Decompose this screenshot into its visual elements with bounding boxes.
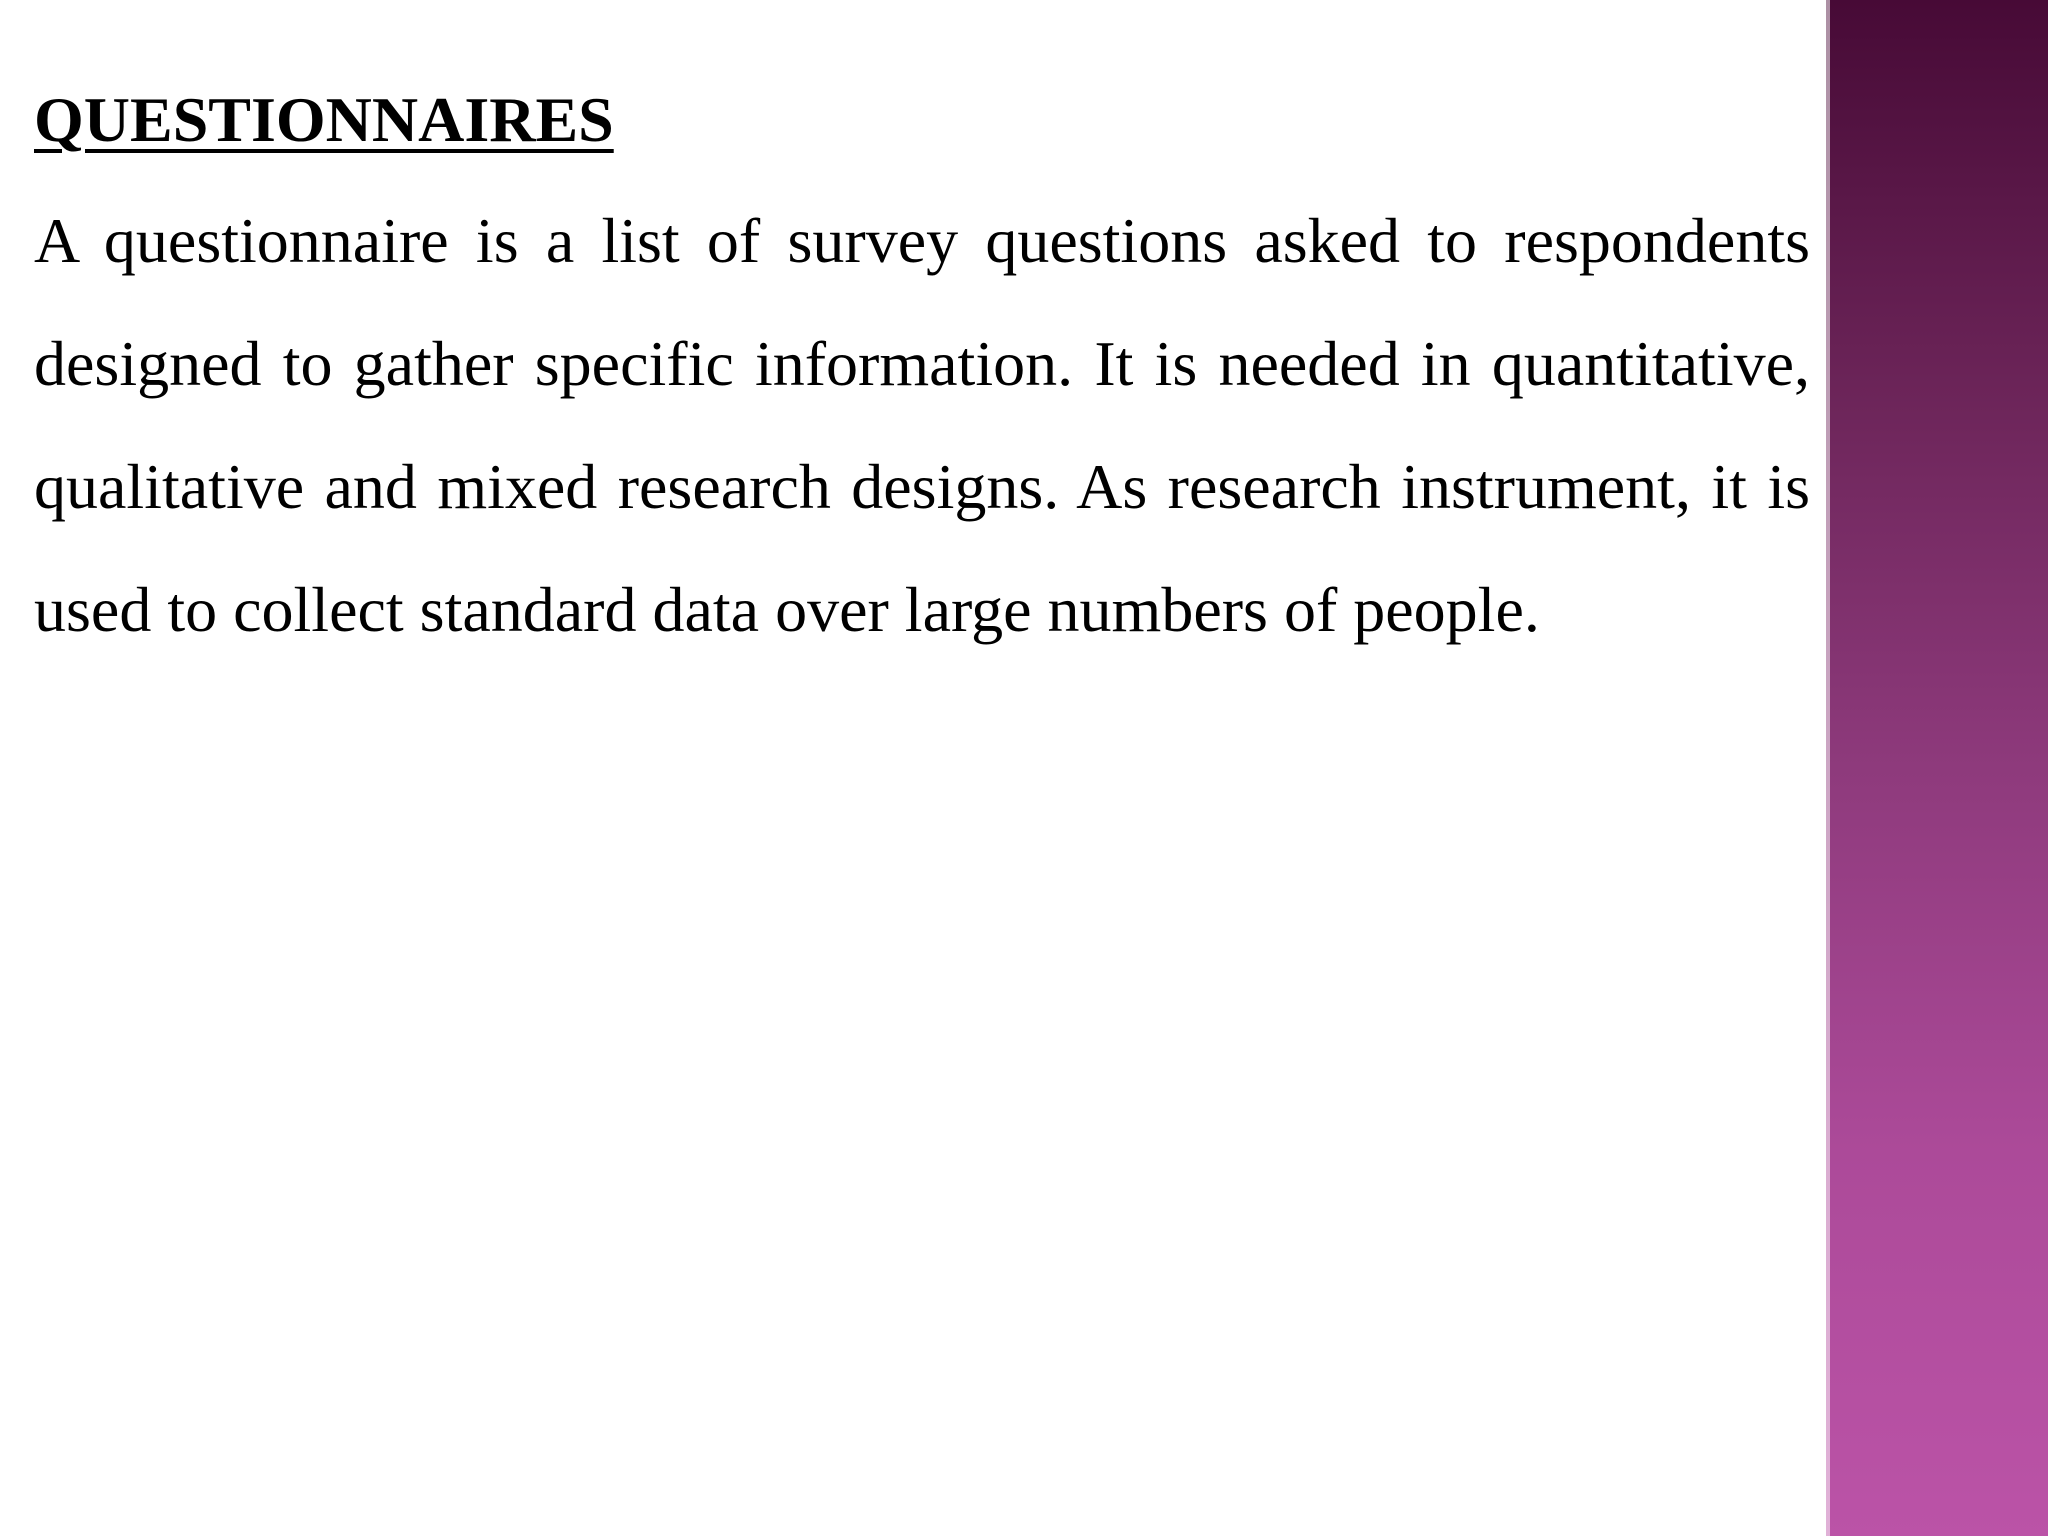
slide-content [34, 82, 1810, 671]
decorative-side-band [1826, 0, 2048, 1536]
slide-heading: QUESTIONNAIRES [34, 84, 614, 155]
slide-body-text: A questionnaire is a list of survey questions asked to respondents designed to gather specific information. It is needed in quantitative, qualitative and mixed research designs. As research instrument, it is used to collect standard data over large numbers of people. [34, 204, 1810, 645]
